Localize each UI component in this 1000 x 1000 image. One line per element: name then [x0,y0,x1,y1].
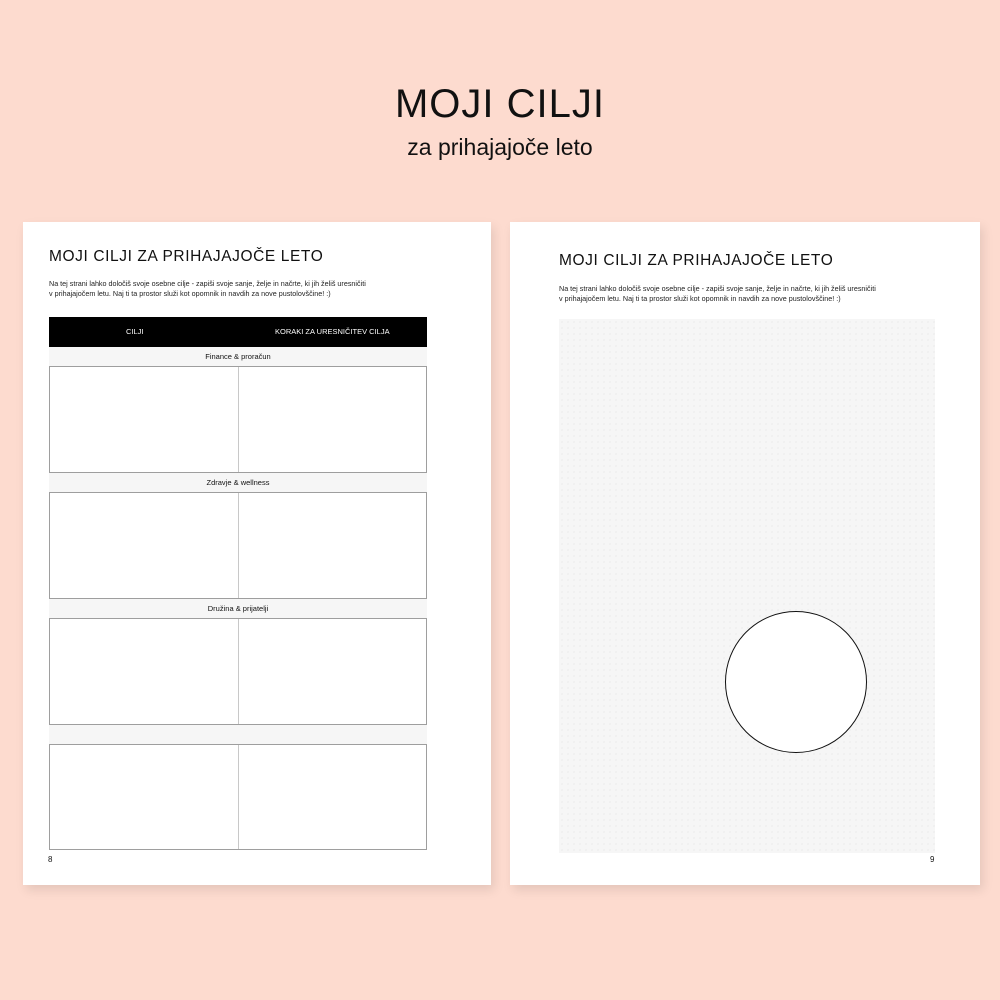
goal-box-family[interactable] [49,618,427,725]
left-intro-line-1: Na tej strani lahko določiš svoje osebne cilje - zapiši svoje sanje, želje in načrte, ki jih želiš uresničiti [49,279,366,288]
category-family: Družina & prijatelji [49,599,427,618]
left-intro-line-2: v prihajajočem letu. Naj ti ta prostor služi kot opomnik in navdih za nove pustolovščine! :) [49,289,331,298]
left-page-title: MOJI CILJI ZA PRIHAJAJOČE LETO [49,248,324,265]
category-blank [49,725,427,744]
category-health: Zdravje & wellness [49,473,427,492]
left-page [23,222,491,885]
right-page-intro [559,284,929,304]
left-page-intro [49,279,409,299]
right-page-title: MOJI CILJI ZA PRIHAJAJOČE LETO [559,252,834,269]
column-divider [238,745,239,849]
goal-box-finance[interactable] [49,366,427,473]
category-finance: Finance & proračun [49,347,427,366]
page-number: 9 [930,855,935,864]
center-circle[interactable] [725,611,867,753]
right-intro-line-2: v prihajajočem letu. Naj ti ta prostor služi kot opomnik in navdih za nove pustolovščine! :) [559,294,841,303]
column-divider [238,367,239,472]
goal-box-health[interactable] [49,492,427,599]
right-page [510,222,980,885]
goals-table-header [49,317,427,347]
column-header-steps: KORAKI ZA URESNIČITEV CILJA [275,327,390,336]
dotted-vision-area[interactable] [559,319,935,853]
hero-title: MOJI CILJI [394,82,606,126]
hero-subtitle: za prihajajoče leto [407,134,593,160]
column-divider [238,493,239,598]
goal-box-blank[interactable] [49,744,427,850]
right-intro-line-1: Na tej strani lahko določiš svoje osebne cilje - zapiši svoje sanje, želje in načrte, ki jih želiš uresničiti [559,284,876,293]
page-number: 8 [48,855,53,864]
column-divider [238,619,239,724]
column-header-goals: CILJI [126,327,144,336]
